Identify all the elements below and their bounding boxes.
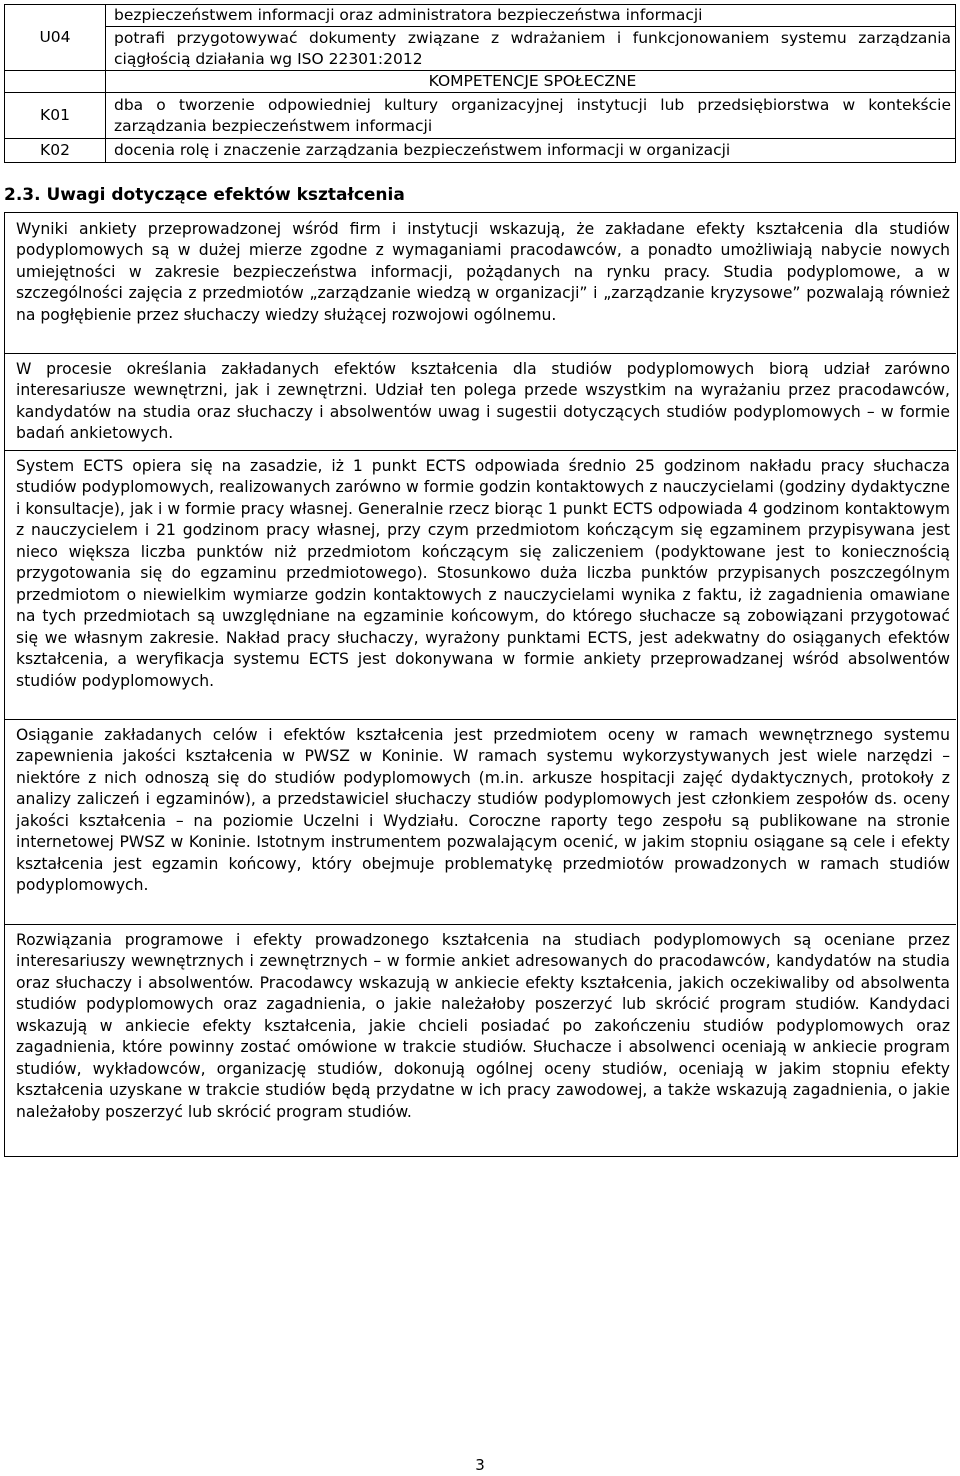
table-row [5,71,956,93]
learning-outcomes-table [4,4,956,163]
divider [5,353,956,354]
divider [5,924,956,925]
table-row [5,5,956,27]
paragraph: Wyniki ankiety przeprowadzonej wśród firm i instytucji wskazują, że zakładane efekty kształcenia dla studiów podyplomowych są w dużej mierze zgodne z wymaganiami pracodawców, a ponadto umożliwiają nabycie nowych umiejętności w zakresie bezpieczeństwa informacji, pożądanych na rynku pracy. Studia podyplomowe, a w szczególności zajęcia z przedmiotów „zarządzanie wiedzą w organizacji” i „zarządzanie kryzysowe” pozwalają również na pogłębienie przez słuchaczy wiedzy służącej rozwojowi ogólnemu. [16,220,950,324]
outcome-description: bezpieczeństwem informacji oraz administratora bezpieczeństwa informacji [106,5,956,27]
paragraph: W procesie określania zakładanych efektów kształcenia dla studiów podyplomowych biorą udział zarówno interesariusze wewnętrzni, jak i zewnętrzni. Udział ten polega przede wszystkim na wyrażaniu przez pracodawców, kandydatów na studia oraz słuchaczy i absolwentów uwag i sugestii dotyczących studiów podyplomowych – w formie badań ankietowych. [16,360,950,443]
outcome-code [5,71,106,93]
outcome-description: docenia rolę i znaczenie zarządzania bezpieczeństwem informacji w organizacji [106,139,956,163]
paragraph: Osiąganie zakładanych celów i efektów kształcenia jest przedmiotem oceny w ramach wewnętrznego systemu zapewnienia jakości kształcenia w PWSZ w Koninie. W ramach systemu wykorzystywanych jest wiele narzędzi – niektóre z nich odnoszą się do studiów podyplomowych (m.in. arkusze hospitacji zajęć dydaktycznych, protokoły z analizy zaliczeń i egzaminów), a przedstawiciel słuchaczy studiów podyplomowych jest członkiem zespołów ds. oceny jakości kształcenia – na poziomie Uczelni i Wydziału. Coroczne raporty tego zespołu są publikowane na stronie internetowej PWSZ w Koninie. Istotnym instrumentem pozwalającym ocenić, w jakim stopniu osiągane są cele i efekty kształcenia jest egzamin końcowy, który obejmuje problematykę przedmiotów prowadzonych w ramach studiów podyplomowych. [16,726,950,895]
outcome-description: potrafi przygotowywać dokumenty związane z wdrażaniem i funkcjonowaniem systemu zarządzania ciągłością działania wg ISO 22301:2012 [106,27,956,71]
table-section-heading: KOMPETENCJE SPOŁECZNE [106,71,956,93]
page-number: 3 [475,1456,485,1474]
outcome-code: U04 [5,5,106,71]
table-row [5,139,956,163]
paragraph: System ECTS opiera się na zasadzie, iż 1 punkt ECTS odpowiada średnio 25 godzinom nakładu pracy słuchacza studiów podyplomowych, realizowanych zarówno w formie godzin kontaktowych z nauczycielami (godziny dydaktyczne i konsultacje), jak i w formie pracy własnej. Generalnie rzecz biorąc 1 punkt ECTS odpowiada 4 godzinom kontaktowym z nauczycielem i 21 godzinom pracy własnej, przy czym przedmiotom kończącym się egzaminem przypisywana jest nieco większa liczba punktów niż przedmiotom kończącym się zaliczeniem (podyktowane jest to koniecznością przygotowania się do egzaminu przedmiotowego). Stosunkowo duża liczba punktów przypisanych poszczególnym przedmiotom o niewielkim wymiarze godzin kontaktowych z nauczycielami wynika z faktu, iż zagadnienia omawiane na tych przedmiotach są uwzględniane na egzaminie końcowym, do którego słuchacze są zobowiązani przygotować się we własnym zakresie. Nakład pracy słuchaczy, wyrażony punktami ECTS, jest adekwatny do osiąganych efektów kształcenia, a weryfikacja systemu ECTS jest dokonywana w formie ankiety przeprowadzanej wśród absolwentów studiów podyplomowych. [16,457,950,690]
divider [5,719,956,720]
outcome-description: dba o tworzenie odpowiedniej kultury organizacyjnej instytucji lub przedsiębiorstwa w kontekście zarządzania bezpieczeństwem informacji [106,93,956,139]
remarks-box [4,212,958,1157]
divider [5,450,956,451]
outcome-code: K02 [5,139,106,163]
paragraph: Rozwiązania programowe i efekty prowadzonego kształcenia na studiach podyplomowych są oceniane przez interesariuszy wewnętrznych i zewnętrznych – w formie ankiet adresowanych do pracodawców, kandydatów na studia oraz słuchaczy i absolwentów. Pracodawcy wskazują w ankiecie efekty kształcenia, jakich oczekiwaliby od absolwenta studiów podyplomowych oraz zagadnienia, o jakie należałoby poszerzyć lub skrócić program studiów. Kandydaci wskazują w ankiecie efekty kształcenia, jakie chcieli posiadać po zakończeniu studiów podyplomowych oraz zagadnienia, które powinny zostać omówione w trakcie studiów. Słuchacze i absolwenci oceniają w ankiecie program studiów, wykładowców, organizację studiów, dokonują ogólnej oceny studiów, oceniają w jakim stopniu efekty kształcenia uzyskane w trakcie studiów będą przydatne w ich pracy zawodowej, a także wskazują zagadnienia, o jakie należałoby poszerzyć lub skrócić program studiów. [16,931,950,1121]
outcome-code: K01 [5,93,106,139]
table-row [5,27,956,71]
table-row [5,93,956,139]
section-heading: 2.3. Uwagi dotyczące efektów kształcenia [4,185,405,205]
